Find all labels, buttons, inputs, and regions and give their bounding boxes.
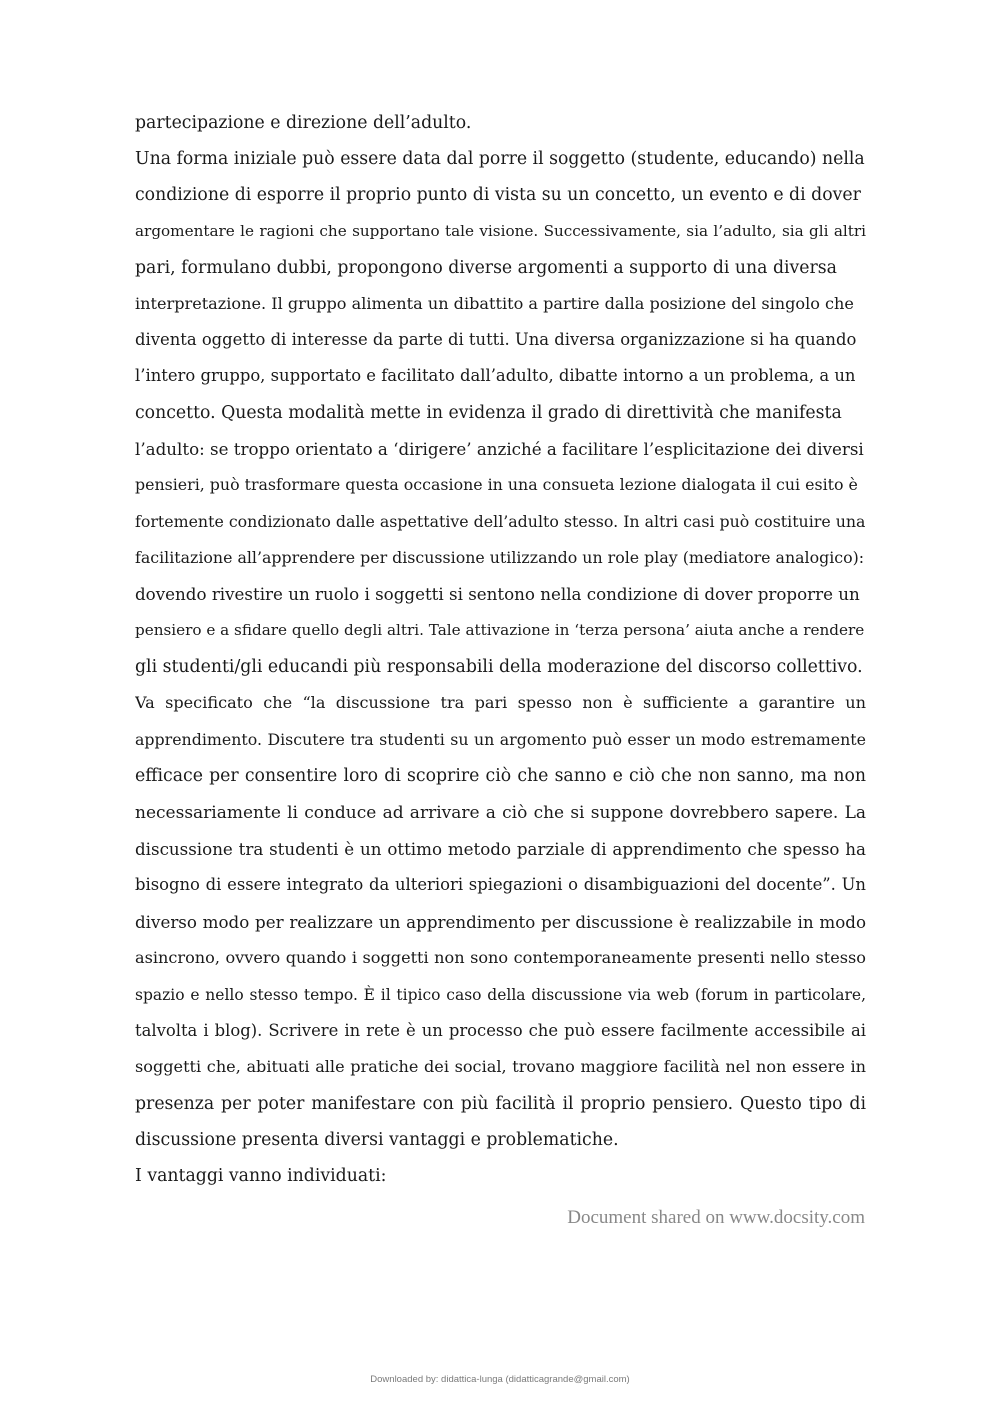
text-line: Una forma iniziale può essere data dal porre il soggetto (studente, educando) nella xyxy=(135,149,865,169)
docsity-shared-note: Document shared on www.docsity.com xyxy=(567,1207,865,1228)
text-line: condizione di esporre il proprio punto di vista su un concetto, un evento e di dover xyxy=(135,185,861,205)
text-line: pensieri, può trasformare questa occasione in una consueta lezione dialogata il cui esito è xyxy=(135,475,858,494)
text-line: partecipazione e direzione dell’adulto. xyxy=(135,113,472,133)
text-line: discussione presenta diversi vantaggi e problematiche. xyxy=(135,1130,619,1150)
text-line: soggetti che, abituati alle pratiche dei social, trovano maggiore facilità nel non essere in xyxy=(135,1057,866,1076)
text-line: I vantaggi vanno individuati: xyxy=(135,1166,387,1186)
text-line: interpretazione. Il gruppo alimenta un dibattito a partire dalla posizione del singolo che xyxy=(135,294,854,313)
text-line: l’adulto: se troppo orientato a ‘dirigere’ anziché a facilitare l’esplicitazione dei diversi xyxy=(135,439,864,459)
text-line: apprendimento. Discutere tra studenti su un argomento può esser un modo estremamente xyxy=(135,730,866,749)
text-line: presenza per poter manifestare con più facilità il proprio pensiero. Questo tipo di xyxy=(135,1094,866,1114)
text-line: pari, formulano dubbi, propongono diverse argomenti a supporto di una diversa xyxy=(135,258,837,278)
text-line: necessariamente li conduce ad arrivare a ciò che si suppone dovrebbero sapere. La xyxy=(135,803,866,823)
text-line: spazio e nello stesso tempo. È il tipico caso della discussione via web (forum in particolare, xyxy=(135,986,866,1004)
text-line: concetto. Questa modalità mette in evidenza il grado di direttività che manifesta xyxy=(135,403,842,423)
text-line: l’intero gruppo, supportato e facilitato dall’adulto, dibatte intorno a un problema, a un xyxy=(135,366,856,385)
text-line: talvolta i blog). Scrivere in rete è un processo che può essere facilmente accessibile ai xyxy=(135,1021,866,1040)
text-line: diventa oggetto di interesse da parte di tutti. Una diversa organizzazione si ha quando xyxy=(135,330,857,349)
text-line: facilitazione all’apprendere per discussione utilizzando un role play (mediatore analogico): xyxy=(135,548,865,567)
text-line: asincrono, ovvero quando i soggetti non sono contemporaneamente presenti nello stesso xyxy=(135,948,866,967)
text-line: gli studenti/gli educandi più responsabili della moderazione del discorso collettivo. xyxy=(135,657,863,677)
text-line: dovendo rivestire un ruolo i soggetti si sentono nella condizione di dover proporre un xyxy=(135,584,860,604)
text-line: argomentare le ragioni che supportano tale visione. Successivamente, sia l’adulto, sia gli altri xyxy=(135,222,866,240)
download-watermark: Downloaded by: didattica-lunga (didatticagrande@gmail.com) xyxy=(370,1374,630,1385)
text-line: Va specificato che “la discussione tra pari spesso non è sufficiente a garantire un xyxy=(135,693,866,712)
text-line: discussione tra studenti è un ottimo metodo parziale di apprendimento che spesso ha xyxy=(135,839,866,859)
text-line: diverso modo per realizzare un apprendimento per discussione è realizzabile in modo xyxy=(135,912,866,932)
text-line: pensiero e a sfidare quello degli altri. Tale attivazione in ‘terza persona’ aiuta anche a rendere xyxy=(135,621,865,639)
text-line: efficace per consentire loro di scoprire ciò che sanno e ciò che non sanno, ma non xyxy=(135,766,866,786)
text-line: fortemente condizionato dalle aspettative dell’adulto stesso. In altri casi può costituire una xyxy=(135,512,866,531)
text-line: bisogno di essere integrato da ulteriori spiegazioni o disambiguazioni del docente”. Un xyxy=(135,875,866,894)
